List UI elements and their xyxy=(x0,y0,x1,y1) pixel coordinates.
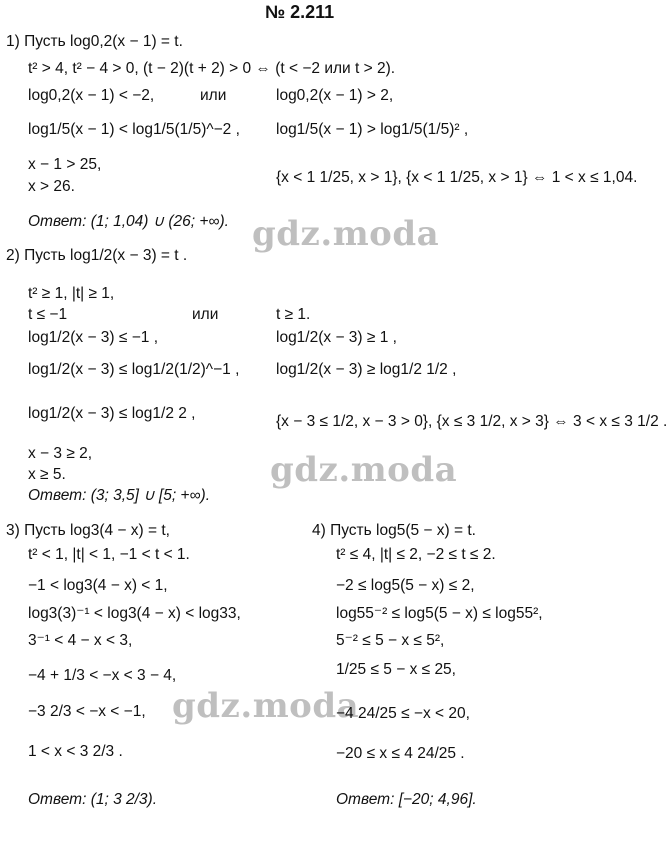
problem-3-answer: Ответ: (1; 3 2/3). xyxy=(28,791,158,808)
problem-1-system: {x < 1 1/25, x > 1}, {x < 1 1/25, x > 1} ⇔ 1 < x ≤ 1,04. xyxy=(276,169,638,186)
problem-1-answer: Ответ: (1; 1,04) ∪ (26; +∞). xyxy=(28,213,229,230)
problem-3-line-4: log3(3)⁻¹ < log3(4 − x) < log33, xyxy=(28,605,241,622)
problem-4-line-1: 4) Пусть log5(5 − x) = t. xyxy=(312,522,476,539)
problem-1-line-3a: log0,2(x − 1) < −2, xyxy=(28,87,155,104)
problem-3-line-5: 3⁻¹ < 4 − x < 3, xyxy=(28,632,133,649)
problem-4-line-6: 1/25 ≤ 5 − x ≤ 25, xyxy=(336,661,456,678)
problem-2-system: {x − 3 ≤ 1/2, x − 3 > 0}, {x ≤ 3 1/2, x > 3} ⇔ 3 < x ≤ 3 1/2 . xyxy=(276,413,667,430)
problem-1-line-4b: log1/5(x − 1) > log1/5(1/5)² , xyxy=(276,121,469,138)
problem-4-line-2: t² ≤ 4, |t| ≤ 2, −2 ≤ t ≤ 2. xyxy=(336,546,496,563)
problem-3-line-2: t² < 1, |t| < 1, −1 < t < 1. xyxy=(28,546,190,563)
problem-1-line-5: x − 1 > 25, xyxy=(28,156,102,173)
problem-3-line-1: 3) Пусть log3(4 − x) = t, xyxy=(6,522,170,539)
problem-2-line-5a: log1/2(x − 3) ≤ log1/2(1/2)^−1 , xyxy=(28,361,240,378)
problem-2-line-4b: log1/2(x − 3) ≥ 1 , xyxy=(276,329,397,346)
problem-4-line-3: −2 ≤ log5(5 − x) ≤ 2, xyxy=(336,577,475,594)
problem-2-line-8: x ≥ 5. xyxy=(28,466,66,483)
problem-1-line-3c: log0,2(x − 1) > 2, xyxy=(276,87,394,104)
problem-2-line-2: t² ≥ 1, |t| ≥ 1, xyxy=(28,285,115,302)
problem-3-line-3: −1 < log3(4 − x) < 1, xyxy=(28,577,168,594)
watermark-3: gdz.moda xyxy=(172,686,360,726)
problem-4-answer: Ответ: [−20; 4,96]. xyxy=(336,791,477,808)
problem-2-line-7: x − 3 ≥ 2, xyxy=(28,445,93,462)
problem-1-line-4a: log1/5(x − 1) < log1/5(1/5)^−2 , xyxy=(28,121,240,138)
problem-4-line-8: −20 ≤ x ≤ 4 24/25 . xyxy=(336,745,465,762)
problem-2-line-1: 2) Пусть log1/2(x − 3) = t . xyxy=(6,247,188,264)
problem-1-line-3b: или xyxy=(200,87,227,104)
problem-2-line-3c: t ≥ 1. xyxy=(276,306,311,323)
problem-4-line-4: log55⁻² ≤ log5(5 − x) ≤ log55², xyxy=(336,605,543,622)
problem-1-line-6: x > 26. xyxy=(28,178,75,195)
problem-2-line-5b: log1/2(x − 3) ≥ log1/2 1/2 , xyxy=(276,361,457,378)
problem-2-answer: Ответ: (3; 3,5] ∪ [5; +∞). xyxy=(28,487,211,504)
problem-4-line-7: −4 24/25 ≤ −x < 20, xyxy=(336,705,470,722)
problem-3-line-7: −3 2/3 < −x < −1, xyxy=(28,703,146,720)
problem-1-line-1: 1) Пусть log0,2(x − 1) = t. xyxy=(6,33,183,50)
watermark-1: gdz.moda xyxy=(252,214,440,254)
problem-2-line-3b: или xyxy=(192,306,219,323)
problem-4-line-5: 5⁻² ≤ 5 − x ≤ 5², xyxy=(336,632,445,649)
problem-3-line-8: 1 < x < 3 2/3 . xyxy=(28,743,123,760)
problem-2-line-6a: log1/2(x − 3) ≤ log1/2 2 , xyxy=(28,405,196,422)
problem-3-line-6: −4 + 1/3 < −x < 3 − 4, xyxy=(28,667,177,684)
watermark-2: gdz.moda xyxy=(270,450,458,490)
problem-2-line-3a: t ≤ −1 xyxy=(28,306,68,323)
problem-1-line-2: t² > 4, t² − 4 > 0, (t − 2)(t + 2) > 0 ⇔ (t < −2 или t > 2). xyxy=(28,60,396,77)
problem-2-line-4a: log1/2(x − 3) ≤ −1 , xyxy=(28,329,158,346)
page-title: № 2.211 xyxy=(265,2,335,22)
